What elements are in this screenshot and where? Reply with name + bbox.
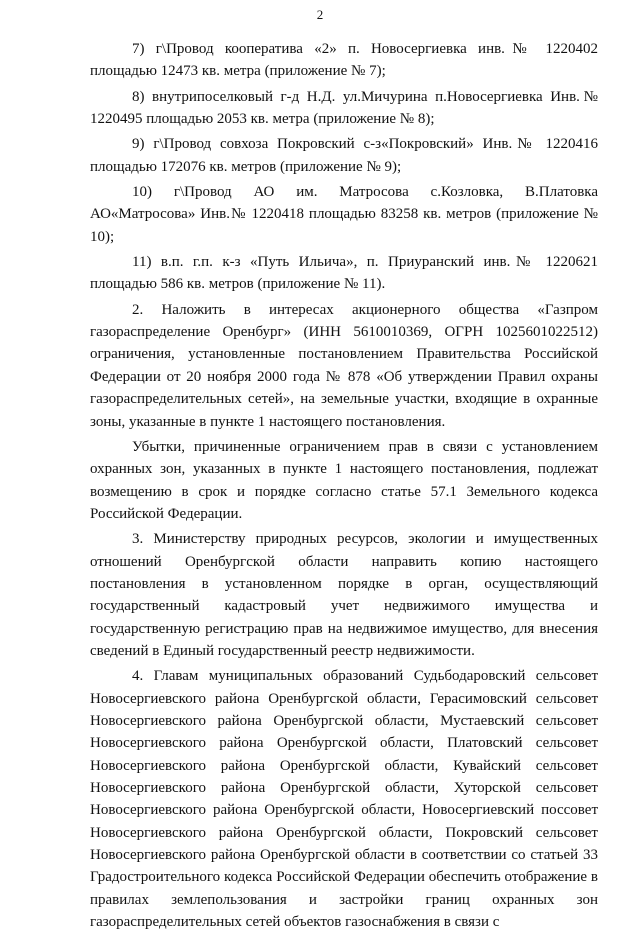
list-item-8: 8) внутрипоселковый г-д Н.Д. ул.Мичурина п.Новосергиевка Инв.№ 1220495 площадью 2053 кв. метра (приложение № 8); — [90, 88, 598, 128]
clause-2: 2. Наложить в интересах акционерного общества «Газпром газораспределение Оренбург» (ИНН 5610010369, ОГРН 1025601022512) ограничения, установленные постановлением Правительства Российской Федерации от 20 ноября 2000 года № 878 «Об утверждении Правил охраны газораспределительных сетей», на земельные участки, входящие в охранные зоны, указанные в пункте 1 настоящего постановления. — [90, 301, 598, 430]
clause-4: 4. Главам муниципальных образований Судьбодаровский сельсовет Новосергиевского района Оренбургской области, Герасимовский сельсовет Новосергиевского района Оренбургской области, Мустаевский сельсовет Новосергиевского района Оренбургской области, Платовский сельсовет Новосергиевского района Оренбургской области, Кувайский сельсовет Новосергиевского района Оренбургской области, Хуторской сельсовет Новосергиевского района Оренбургской области, Новосергиевский поссовет Новосергиевского района Оренбургской области, Покровский сельсовет Новосергиевского района Оренбургской области в соответствии со статьей 33 Градостроительного кодекса Российской Федерации обеспечить отображение в правилах землепользования и застройки границ охранных зон газораспределительных сетей объектов газоснабжения в связи с — [90, 668, 598, 931]
list-item-11: 11) в.п. г.п. к-з «Путь Ильича», п. Приуранский инв.№ 1220621 площадью 586 кв. метров (приложение № 11). — [90, 254, 598, 293]
clause-2-damages: Убытки, причиненные ограничением прав в связи с установлением охранных зон, указанных в пункте 1 настоящего постановления, подлежат возмещению в срок и порядке согласно статье 57.1 Земельного кодекса Российской Федерации. — [90, 438, 598, 522]
clause-3: 3. Министерству природных ресурсов, экологии и имущественных отношений Оренбургской области направить копию настоящего постановления в установленном порядке в орган, осуществляющий государственный кадастровый учет недвижимого имущества и государственную регистрацию прав на недвижимое имущество, для внесения сведений в Единый государственный реестр недвижимости. — [90, 531, 598, 659]
document-body — [90, 38, 598, 933]
page-number: 2 — [316, 7, 324, 22]
list-item-10: 10) г\Провод АО им. Матросова с.Козловка, В.Платовка АО«Матросова» Инв.№ 1220418 площадью 83258 кв. метров (приложение № 10); — [90, 184, 598, 245]
list-item-9: 9) г\Провод совхоза Покровский с-з«Покровский» Инв.№ 1220416 площадью 172076 кв. метров (приложение № 9); — [90, 136, 598, 175]
list-item-7: 7) г\Провод кооператива «2» п. Новосергиевка инв.№ 1220402 площадью 12473 кв. метра (приложение № 7); — [90, 41, 598, 80]
